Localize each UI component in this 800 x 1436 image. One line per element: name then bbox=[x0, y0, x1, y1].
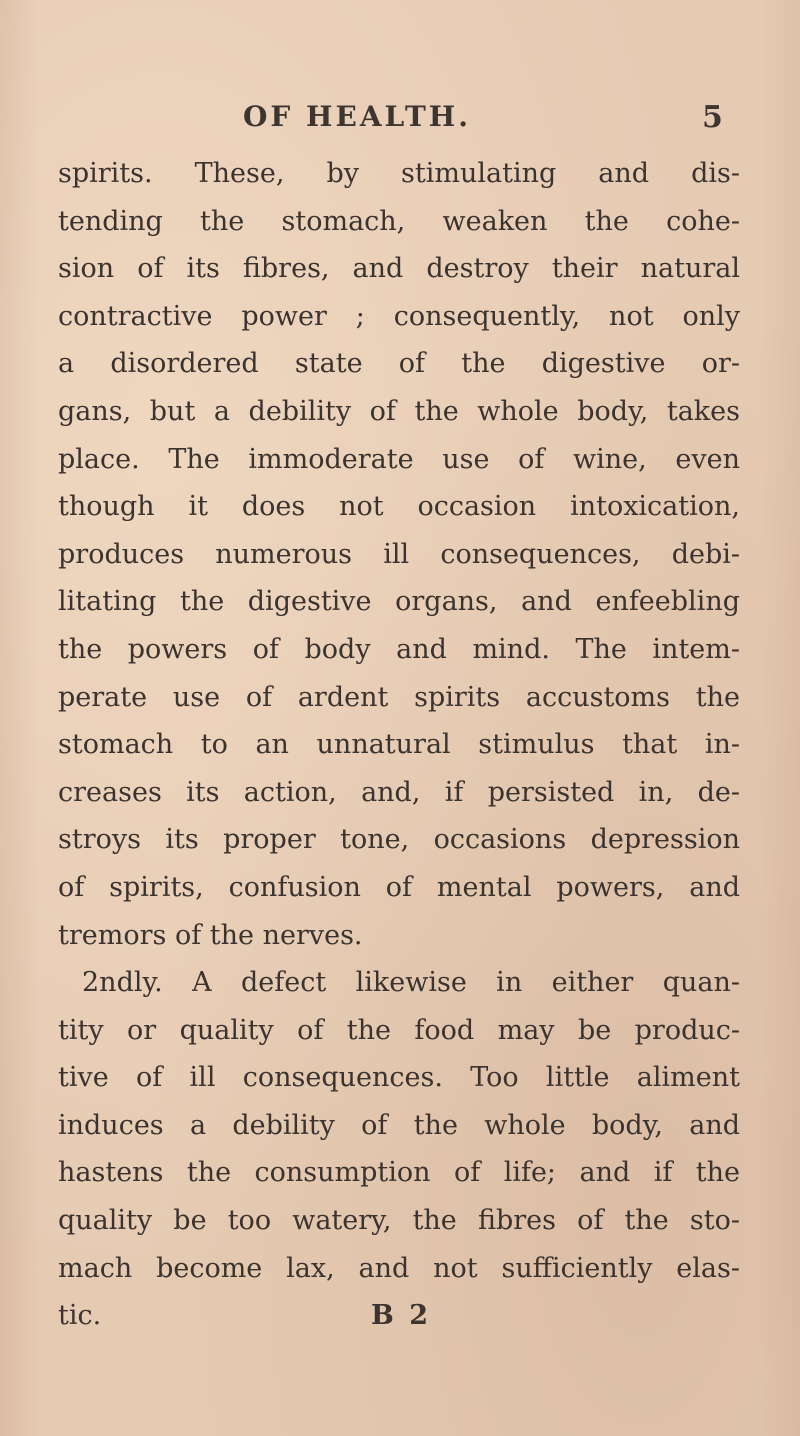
page-number: 5 bbox=[702, 100, 723, 135]
body-text bbox=[58, 150, 740, 1340]
final-line bbox=[58, 1292, 740, 1340]
final-word: tic. bbox=[58, 1300, 102, 1332]
text-line: place. The immoderate use of wine, even bbox=[58, 443, 740, 475]
text-line: tity or quality of the food may be produc- bbox=[58, 1014, 740, 1046]
text-line: though it does not occasion intoxication, bbox=[58, 491, 740, 523]
text-line: stroys its proper tone, occasions depression bbox=[58, 824, 740, 856]
text-line: the powers of body and mind. The intem- bbox=[58, 633, 740, 665]
text-line: produces numerous ill consequences, debi- bbox=[58, 538, 740, 570]
text-line: hastens the consumption of life; and if the bbox=[58, 1157, 740, 1189]
text-line: stomach to an unnatural stimulus that in- bbox=[58, 729, 740, 761]
text-line: contractive power ; consequently, not only bbox=[58, 300, 740, 332]
text-line: a disordered state of the digestive or- bbox=[58, 348, 740, 380]
text-line: quality be too watery, the fibres of the sto- bbox=[58, 1205, 740, 1237]
text-line: sion of its fibres, and destroy their natural bbox=[58, 253, 740, 285]
text-line: of spirits, confusion of mental powers, and bbox=[58, 871, 740, 903]
text-line: induces a debility of the whole body, and bbox=[58, 1109, 740, 1141]
text-line: mach become lax, and not sufficiently elas- bbox=[58, 1252, 740, 1284]
text-line: litating the digestive organs, and enfeebling bbox=[58, 586, 740, 618]
text-line: creases its action, and, if persisted in, de- bbox=[58, 776, 740, 808]
text-line: tending the stomach, weaken the cohe- bbox=[58, 205, 740, 237]
text-line: tive of ill consequences. Too little aliment bbox=[58, 1062, 740, 1094]
text-line: gans, but a debility of the whole body, takes bbox=[58, 395, 740, 427]
text-line: tremors of the nerves. bbox=[58, 919, 363, 951]
signature-mark: B 2 bbox=[371, 1300, 432, 1332]
text-line: spirits. These, by stimulating and dis- bbox=[58, 158, 740, 189]
text-line: 2ndly. A defect likewise in either quan- bbox=[82, 967, 740, 999]
text-line: perate use of ardent spirits accustoms the bbox=[58, 681, 740, 713]
running-head: OF HEALTH. bbox=[243, 100, 471, 133]
